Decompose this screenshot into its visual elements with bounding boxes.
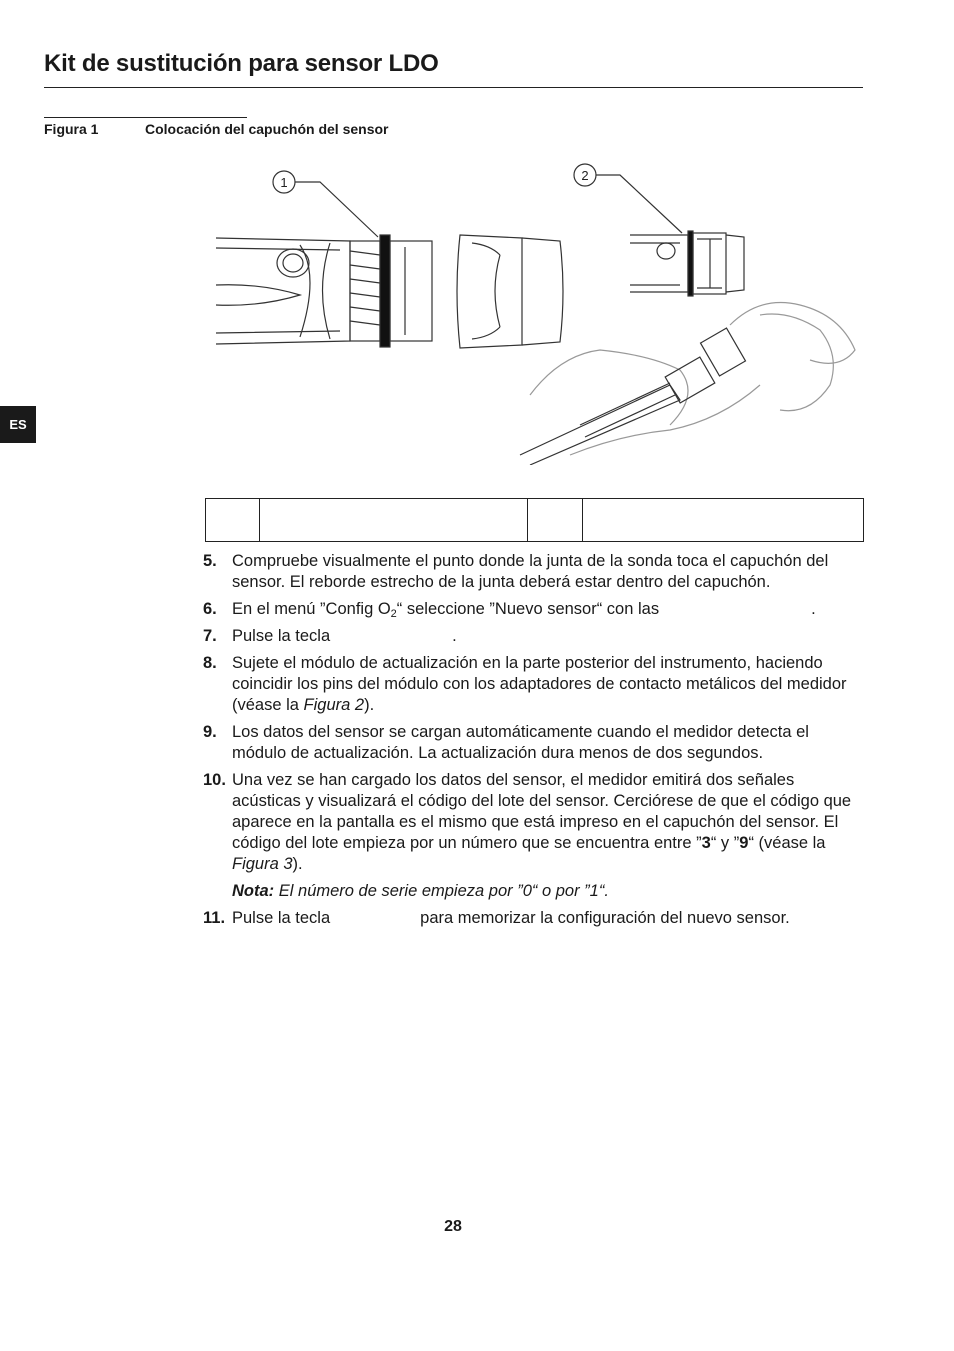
page-number: 28	[444, 1218, 462, 1235]
figure-reference: Figura 3	[232, 855, 293, 873]
step-text: En el menú ”Config $O_2“$ seleccione ”Nuevo sensor“ con las .	[232, 600, 816, 620]
legend-cell-1	[206, 499, 260, 541]
step-number: 8.	[203, 654, 217, 672]
step-10	[203, 770, 863, 875]
legend-cell-3	[528, 499, 583, 541]
step-number: 6.	[203, 600, 217, 618]
step-text: Pulse la tecla para memorizar la configuración del nuevo sensor.	[232, 909, 790, 927]
step-text: Compruebe visualmente el punto donde la junta de la sonda toca el capuchón del sensor. El reborde estrecho de la junta deberá estar dentro del capuchón.	[232, 552, 829, 591]
figure-legend-table	[205, 498, 864, 542]
figure-rule	[44, 117, 247, 118]
step-number: 11.	[203, 909, 226, 927]
step-5	[203, 551, 863, 593]
legend-cell-2	[260, 499, 528, 541]
page-title: Kit de sustitución para sensor LDO	[44, 50, 439, 77]
step-number: 7.	[203, 627, 217, 645]
figure-label: Figura 1	[44, 121, 99, 137]
language-tab: ES	[0, 406, 36, 443]
step-11	[203, 908, 863, 929]
figure-reference: Figura 2	[303, 696, 365, 714]
note-label: Nota:	[232, 882, 275, 900]
callout-1-number: 1	[280, 175, 288, 190]
step-number: 9.	[203, 723, 217, 741]
callout-2-number: 2	[581, 168, 589, 183]
step-7	[203, 626, 863, 647]
figure-caption-text: Colocación del capuchón del sensor	[145, 121, 389, 137]
step-number: 5.	[203, 552, 217, 570]
legend-cell-4	[583, 499, 863, 541]
figure-caption	[44, 121, 389, 137]
step-text: Sujete el módulo de actualización en la parte posterior del instrumento, haciendo coincidir los pins del módulo con los adaptadores de contacto metálicos del medidor (véase la Figura 2).	[232, 654, 847, 714]
procedure-steps	[203, 551, 863, 935]
step-8	[203, 653, 863, 716]
sensor-cap-illustration	[200, 155, 880, 465]
title-rule	[44, 87, 863, 88]
step-9	[203, 722, 863, 764]
step-6	[203, 599, 863, 620]
step-number: 10.	[203, 771, 226, 789]
note	[203, 881, 863, 902]
step-text: Los datos del sensor se cargan automáticamente cuando el medidor detecta el módulo de actualización. La actualización dura menos de dos segundos.	[232, 723, 809, 762]
note-text: El número de serie empieza por ”0“ o por ”1“.	[278, 882, 609, 900]
step-text: Una vez se han cargado los datos del sensor, el medidor emitirá dos señales acústicas y visualizará el código del lote del sensor. Cerciórese de que el código que aparece en la pantalla es el mismo que está impreso en el capuchón del sensor. El código del lote empieza por un número que se encuentra entre ”3“ y ”9“ (véase la Figura 3).	[232, 771, 852, 873]
step-text: Pulse la tecla .	[232, 627, 457, 645]
